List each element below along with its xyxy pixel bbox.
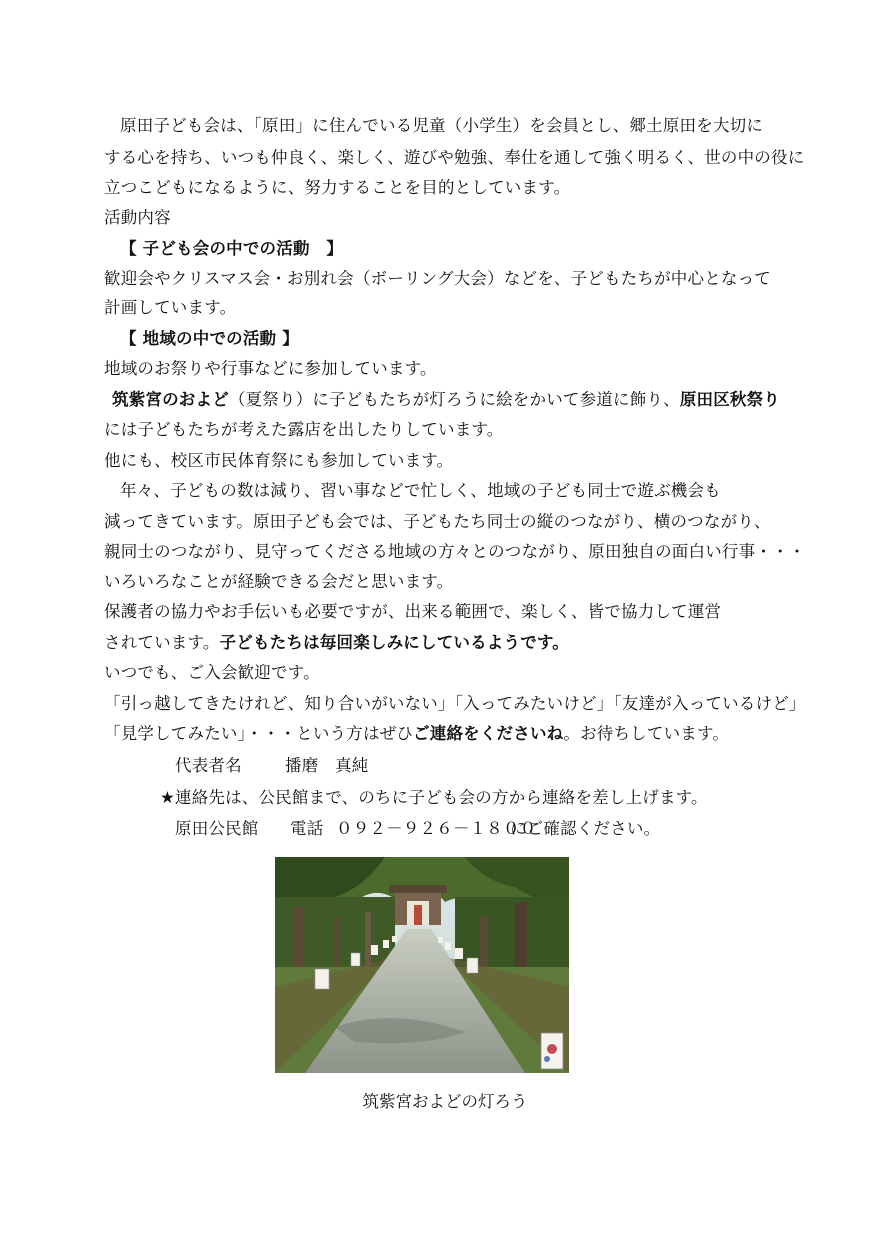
section1-line-1: 歓迎会やクリスマス会・お別れ会（ボーリング大会）などを、子どもたちが中心となって bbox=[104, 269, 772, 288]
body-line-8: 「引っ越してきたけれど、知り合いがいない」「入ってみたいけど」「友達が入っているけど」 bbox=[104, 694, 806, 713]
representative-name: 播磨 真純 bbox=[285, 756, 369, 775]
intro-line-1: 原田子ども会は、「原田」に住んでいる児童（小学生）を会員とし、郷土原田を大切に bbox=[120, 116, 764, 135]
body-line-7: いつでも、ご入会歓迎です。 bbox=[104, 663, 320, 682]
festival-desc: （夏祭り）に子どもたちが灯ろうに絵をかいて参道に飾り、 bbox=[228, 390, 680, 409]
section2-line-4: 他にも、校区市民体育祭にも参加しています。 bbox=[104, 451, 454, 470]
autumn-festival-name: 原田区秋祭り bbox=[679, 390, 781, 409]
shrine-path-illustration bbox=[275, 857, 569, 1073]
shrine-lantern-photo bbox=[275, 857, 569, 1073]
contact-note: ★連絡先は、公民館まで、のちに子ども会の方から連絡を差し上げます。 bbox=[160, 788, 708, 807]
body-line-9-bold: ご連絡をくださいね bbox=[413, 724, 564, 743]
body-line-2: 減ってきています。原田子ども会では、子どもたち同士の縦のつながり、横のつながり、 bbox=[104, 512, 771, 531]
photo-caption: 筑紫宮およどの灯ろう bbox=[362, 1092, 528, 1111]
body-line-9-plain-b: 。お待ちしています。 bbox=[563, 724, 730, 743]
intro-line-2: する心を持ち、いつも仲良く、楽しく、遊びや勉強、奉仕を通して強く明るく、世の中の役に bbox=[104, 148, 805, 167]
body-line-6-bold: 子どもたちは毎回楽しみにしているようです。 bbox=[219, 633, 569, 652]
community-center-name: 原田公民館 bbox=[175, 819, 259, 838]
phone-label: 電話 bbox=[290, 819, 324, 838]
phone-number: ０９２－９２６－１８００ bbox=[336, 819, 537, 838]
body-line-9-plain-a: 「見学してみたい」・・・という方はぜひ bbox=[104, 724, 414, 743]
section1-heading: 【 子ども会の中での活動 】 bbox=[120, 239, 344, 258]
body-line-5: 保護者の協力やお手伝いも必要ですが、出来る範囲で、楽しく、皆で協力して運営 bbox=[104, 602, 722, 621]
body-line-1: 年々、子どもの数は減り、習い事などで忙しく、地域の子ども同士で遊ぶ機会も bbox=[120, 481, 721, 500]
activities-heading: 活動内容 bbox=[104, 208, 171, 227]
body-line-3: 親同士のつながり、見守ってくださる地域の方々とのつながり、原田独自の面白い行事・・・ bbox=[104, 542, 806, 561]
body-line-4: いろいろなことが経験できる会だと思います。 bbox=[104, 572, 454, 591]
section2-line-2 bbox=[112, 388, 780, 412]
section2-heading: 【 地域の中での活動 】 bbox=[120, 329, 299, 348]
representative-label: 代表者名 bbox=[175, 756, 242, 775]
phone-suffix: にご確認ください。 bbox=[510, 819, 661, 838]
body-line-6 bbox=[104, 631, 569, 655]
body-line-9 bbox=[104, 722, 729, 746]
festival-name: 筑紫宮のおよど bbox=[112, 390, 229, 409]
section2-line-3: には子どもたちが考えた露店を出したりしています。 bbox=[104, 420, 504, 439]
section2-line-1: 地域のお祭りや行事などに参加しています。 bbox=[104, 359, 437, 378]
intro-line-3: 立つこどもになるように、努力することを目的としています。 bbox=[104, 178, 571, 197]
section1-line-2: 計画しています。 bbox=[104, 298, 237, 317]
body-line-6-plain: されています。 bbox=[104, 633, 220, 652]
